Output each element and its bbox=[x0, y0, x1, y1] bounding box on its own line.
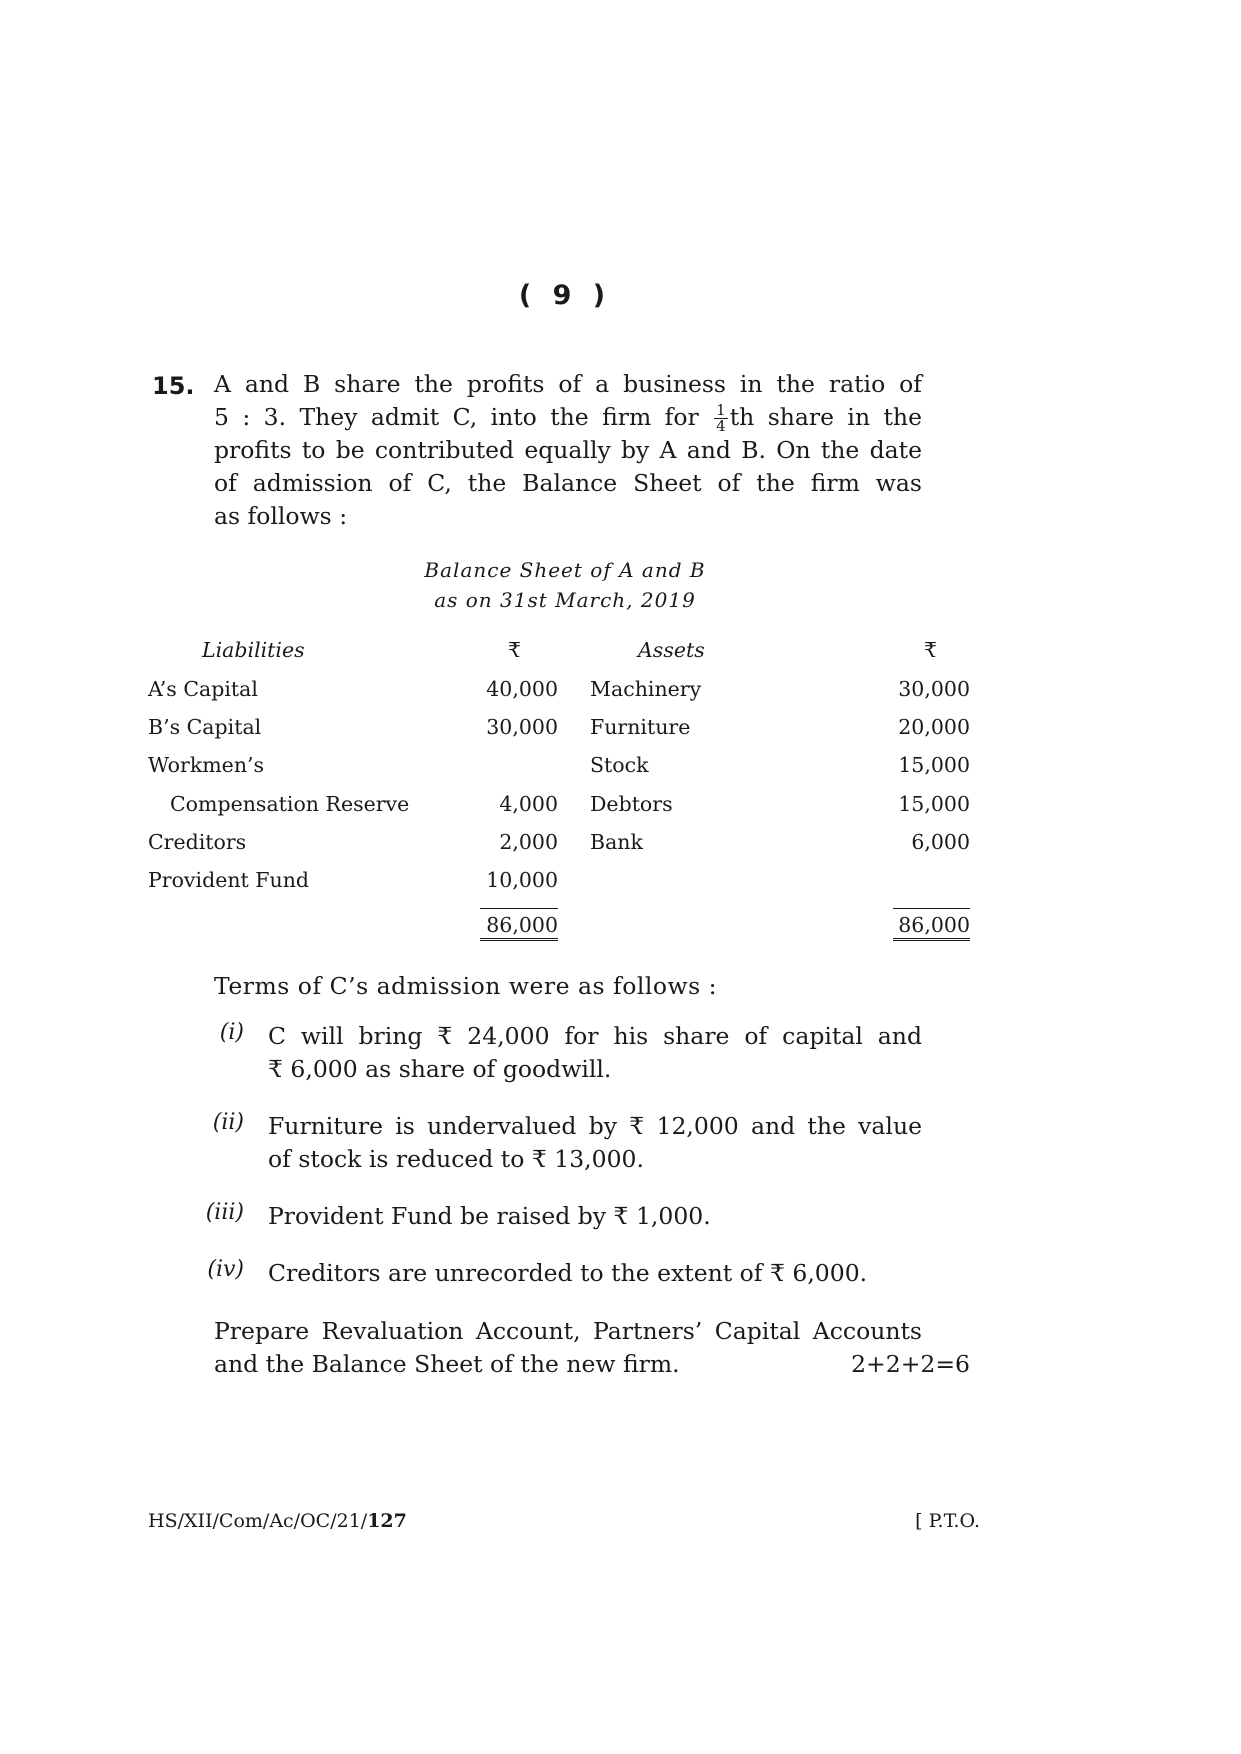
asset-amount: 30,000 bbox=[898, 677, 970, 701]
asset-amount: 15,000 bbox=[898, 753, 970, 777]
asset-debtors: Debtors bbox=[590, 792, 673, 816]
term-label: (iv) bbox=[207, 1257, 244, 1282]
paper-code-number: 127 bbox=[367, 1510, 407, 1532]
header-liabilities-currency: ₹ bbox=[508, 638, 522, 662]
liability-creditors: Creditors bbox=[148, 830, 247, 854]
liability-provident-fund: Provident Fund bbox=[148, 868, 310, 892]
liability-a-capital: A’s Capital bbox=[148, 677, 258, 701]
question-line-2b: th share in the bbox=[729, 403, 922, 431]
liability-compensation-reserve: Compensation Reserve bbox=[170, 792, 410, 816]
term-label: (ii) bbox=[212, 1110, 244, 1135]
balance-sheet-date: as on 31st March, 2019 bbox=[434, 588, 696, 612]
liability-b-capital: B’s Capital bbox=[148, 715, 262, 739]
question-line-3: profits to be contributed equally by A and B. On the date bbox=[214, 436, 922, 464]
balance-sheet-title: Balance Sheet of A and B bbox=[424, 558, 706, 582]
asset-machinery: Machinery bbox=[590, 677, 702, 701]
instruction-line-1: Prepare Revaluation Account, Partners’ Capital Accounts bbox=[214, 1317, 922, 1345]
liability-amount: 2,000 bbox=[499, 830, 558, 854]
pto-note: [ P.T.O. bbox=[915, 1510, 980, 1532]
asset-amount: 15,000 bbox=[898, 792, 970, 816]
fraction-one-quarter bbox=[714, 403, 728, 434]
liability-amount: 10,000 bbox=[486, 868, 558, 892]
question-number: 15. bbox=[152, 372, 195, 400]
terms-intro: Terms of C’s admission were as follows : bbox=[214, 972, 718, 1000]
header-assets: Assets bbox=[638, 638, 705, 662]
term-2-line-1: Furniture is undervalued by ₹ 12,000 and the value bbox=[268, 1112, 922, 1140]
fraction-denominator: 4 bbox=[716, 417, 726, 435]
paper-code-prefix: HS/XII/Com/Ac/OC/21/ bbox=[148, 1510, 368, 1532]
asset-amount: 6,000 bbox=[911, 830, 970, 854]
header-assets-currency: ₹ bbox=[924, 638, 938, 662]
question-line-5: as follows : bbox=[214, 502, 348, 530]
asset-bank: Bank bbox=[590, 830, 643, 854]
marks: 2+2+2=6 bbox=[851, 1350, 970, 1378]
question-line-4: of admission of C, the Balance Sheet of the firm was bbox=[214, 469, 922, 497]
term-3-line-1: Provident Fund be raised by ₹ 1,000. bbox=[268, 1202, 711, 1230]
question-line-2 bbox=[214, 401, 922, 435]
header-liabilities: Liabilities bbox=[202, 638, 305, 662]
total-liabilities: 86,000 bbox=[480, 908, 558, 941]
fraction-numerator: 1 bbox=[716, 401, 726, 419]
liability-amount: 4,000 bbox=[499, 792, 558, 816]
page-number: ( 9 ) bbox=[518, 280, 612, 311]
total-assets: 86,000 bbox=[893, 908, 970, 941]
term-1-line-2: ₹ 6,000 as share of goodwill. bbox=[268, 1055, 612, 1083]
term-label: (iii) bbox=[205, 1200, 244, 1225]
liability-workmens: Workmen’s bbox=[148, 753, 265, 777]
liability-amount: 30,000 bbox=[486, 715, 558, 739]
question-line-1: A and B share the profits of a business in the ratio of bbox=[214, 370, 922, 398]
paper-code bbox=[148, 1510, 407, 1532]
asset-furniture: Furniture bbox=[590, 715, 691, 739]
asset-stock: Stock bbox=[590, 753, 649, 777]
liability-amount: 40,000 bbox=[486, 677, 558, 701]
term-2-line-2: of stock is reduced to ₹ 13,000. bbox=[268, 1145, 644, 1173]
instruction-line-2: and the Balance Sheet of the new firm. bbox=[214, 1350, 680, 1378]
term-label: (i) bbox=[219, 1020, 244, 1045]
term-1-line-1: C will bring ₹ 24,000 for his share of capital and bbox=[268, 1022, 922, 1050]
asset-amount: 20,000 bbox=[898, 715, 970, 739]
term-4-line-1: Creditors are unrecorded to the extent of ₹ 6,000. bbox=[268, 1259, 868, 1287]
question-line-2a: 5 : 3. They admit C, into the firm for bbox=[214, 403, 699, 431]
